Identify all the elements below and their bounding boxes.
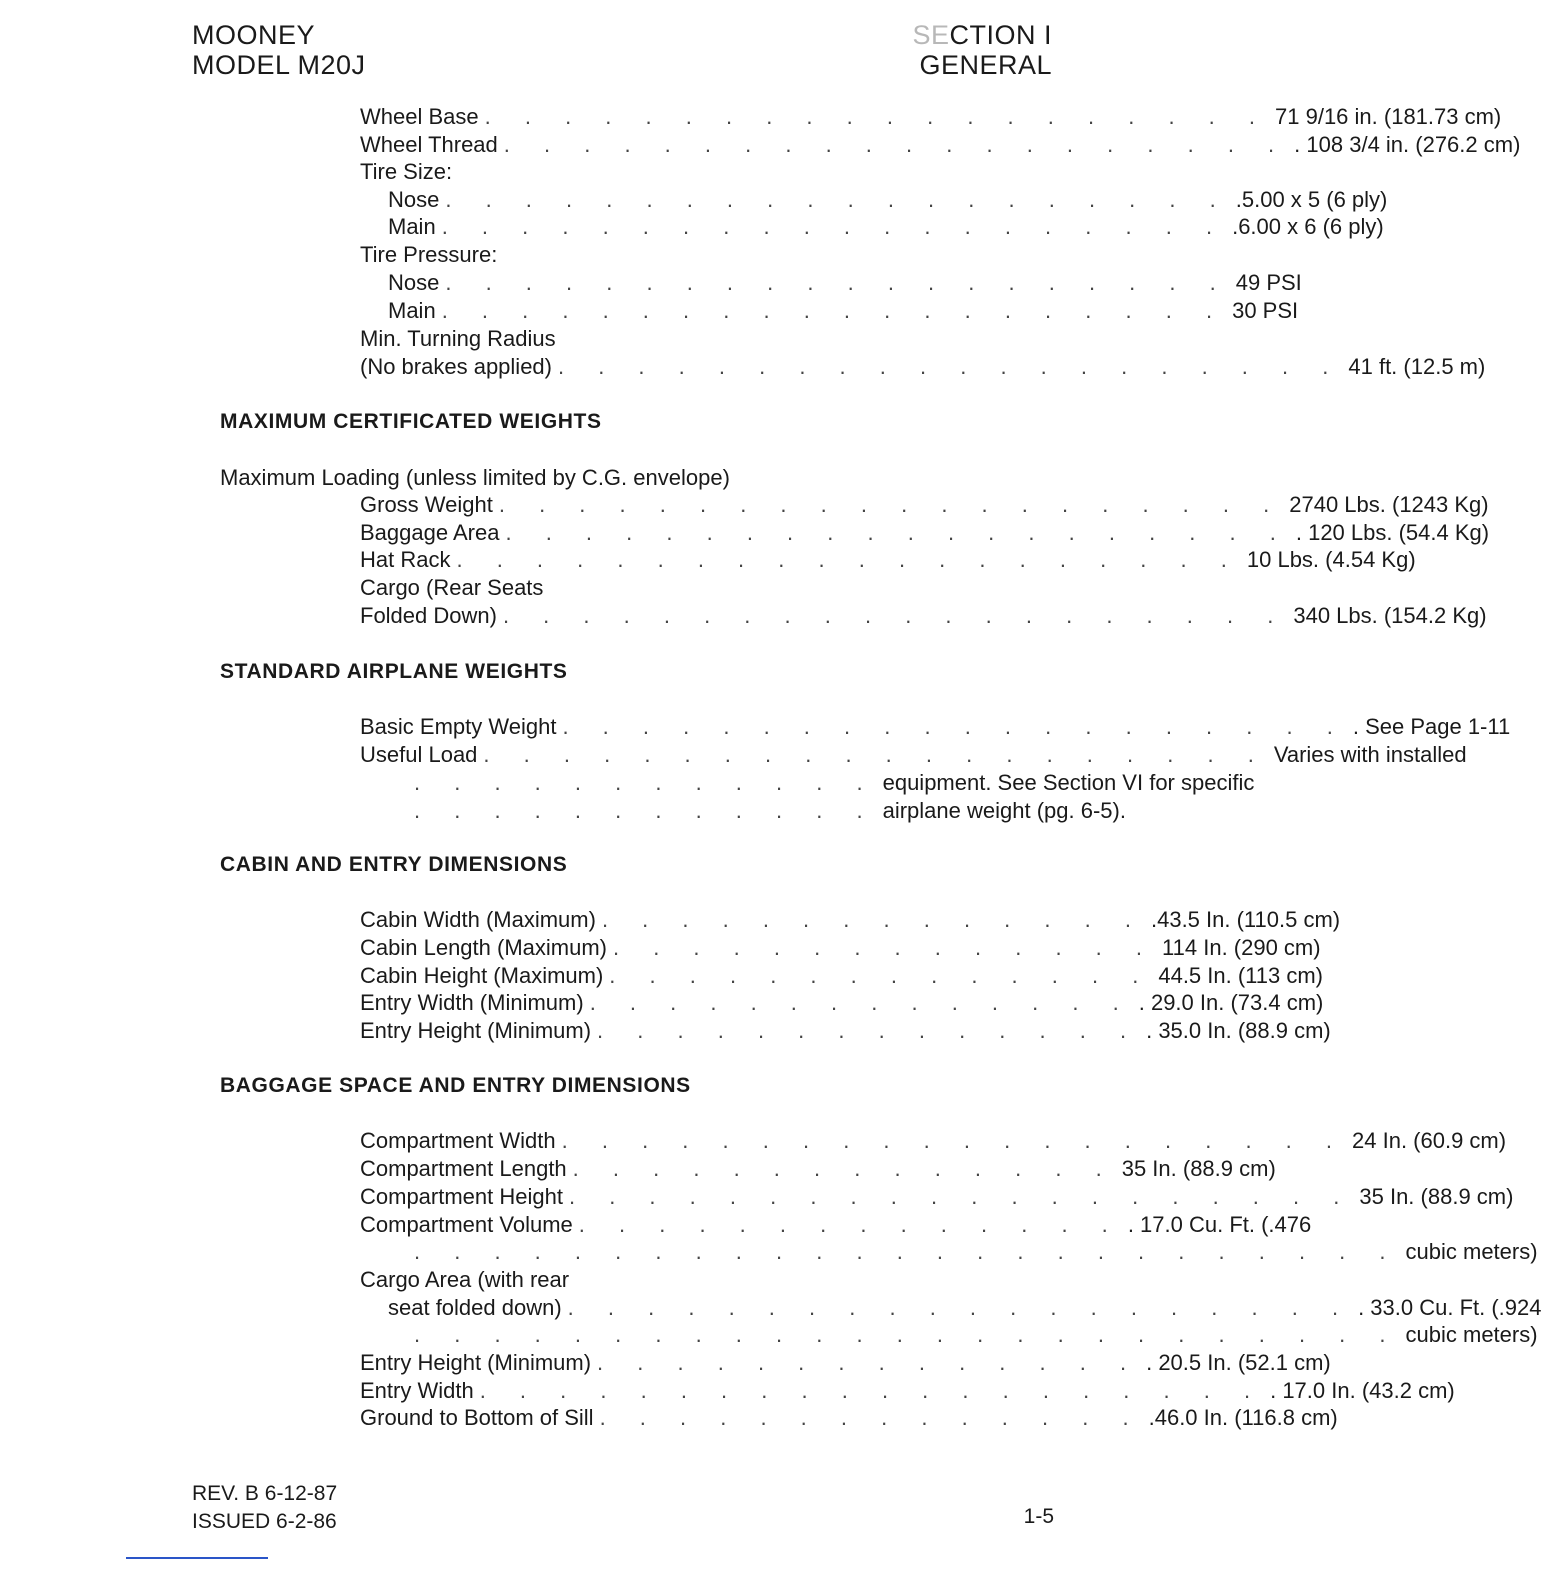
spec-row-compartment-height: Compartment Height . . . . . . . . . . . . . . . . . . . . 35 In. (88.9 cm) — [360, 1184, 1514, 1209]
leader-dots: . . . . . . . . . . . . — [414, 770, 877, 795]
leader-dots: . . . . . . . . . . . . . . . . . . . . — [456, 547, 1241, 572]
issued-date: ISSUED 6-2-86 — [192, 1510, 337, 1533]
spec-row-baggage-entry-width: Entry Width . . . . . . . . . . . . . . . . . . . . . 17.0 In. (43.2 cm) — [360, 1378, 1455, 1403]
spec-row-tire-pressure-main: Main . . . . . . . . . . . . . . . . . . . . 30 PSI — [388, 298, 1299, 323]
useful-load-continuation-2: . . . . . . . . . . . . airplane weight (pg. 6-5). — [408, 797, 892, 825]
leader-dots: . . . . . . . . . . . . . . . . . . . . — [484, 104, 1270, 129]
leader-dots: . . . . . . . . . . . . . . . . . . . . . . . . . — [414, 1322, 1400, 1347]
header-right — [912, 20, 1052, 80]
section-heading-cabin-dimensions: CABIN AND ENTRY DIMENSIONS — [220, 853, 568, 876]
spec-row-useful-load: Useful Load . . . . . . . . . . . . . . . . . . . . Varies with installed — [360, 742, 1467, 767]
spec-row-gross-weight: Gross Weight . . . . . . . . . . . . . . . . . . . . 2740 Lbs. (1243 Kg) — [360, 492, 1489, 517]
spec-row-entry-width: Entry Width (Minimum) . . . . . . . . . . . . . . . 29.0 In. (73.4 cm) — [360, 990, 1324, 1015]
leader-dots: . . . . . . . . . . . . . . . . . . . . — [557, 354, 1343, 379]
compartment-volume-continuation: . . . . . . . . . . . . . . . . . . . . . . . . . cubic meters) — [408, 1238, 1022, 1266]
leader-dots: . . . . . . . . . . . . . . . . . . . . — [441, 214, 1227, 239]
tire-size-label: Tire Size: — [360, 159, 453, 184]
spec-row-cabin-length: Cabin Length (Maximum) . . . . . . . . . . . . . . 114 In. (290 cm) — [360, 935, 1321, 960]
spec-row-ground-to-sill: Ground to Bottom of Sill . . . . . . . . . . . . . . .46.0 In. (116.8 cm) — [360, 1405, 1338, 1430]
spec-row-tire-size-nose: Nose . . . . . . . . . . . . . . . . . . . . .5.00 x 5 (6 ply) — [388, 187, 1388, 212]
leader-dots: . . . . . . . . . . . . . . . . . . . . — [445, 270, 1230, 295]
spec-row-wheel-thread: Wheel Thread . . . . . . . . . . . . . . . . . . . . . 108 3/4 in. (276.2 cm) — [360, 132, 1521, 157]
bottom-rule — [126, 1557, 268, 1559]
leader-dots: . . . . . . . . . . . . . . . . . . . . — [503, 132, 1289, 157]
revision-info — [192, 1480, 337, 1536]
section-number-faded: SE — [912, 20, 950, 50]
revision-date: REV. B 6-12-87 — [192, 1482, 338, 1505]
section-heading-baggage-dimensions: BAGGAGE SPACE AND ENTRY DIMENSIONS — [220, 1074, 691, 1097]
cargo-area-label: Cargo Area (with rear — [360, 1267, 570, 1292]
header-left — [192, 20, 366, 80]
leader-dots: . . . . . . . . . . . . . . — [597, 1018, 1141, 1043]
leader-dots: . . . . . . . . . . . . . . . . . . . . — [498, 492, 1284, 517]
section-number: SECTION I — [912, 20, 1052, 50]
leader-dots: . . . . . . . . . . . . . . . . . . . . — [567, 1295, 1353, 1320]
leader-dots: . . . . . . . . . . . . . . . . . . . . — [505, 520, 1290, 545]
leader-dots: . . . . . . . . . . . . . . . . . . . . — [561, 1128, 1347, 1153]
spec-row-wheel-base: Wheel Base . . . . . . . . . . . . . . . . . . . . 71 9/16 in. (181.73 cm) — [360, 104, 1502, 129]
leader-dots: . . . . . . . . . . . . . . — [597, 1350, 1141, 1375]
cargo-area-continuation: . . . . . . . . . . . . . . . . . . . . . . . . . cubic meters) — [408, 1321, 1022, 1349]
leader-dots: . . . . . . . . . . . . . . . . . . . . — [445, 187, 1230, 212]
section-heading-max-weights: MAXIMUM CERTIFICATED WEIGHTS — [220, 410, 602, 433]
model-name: MODEL M20J — [192, 50, 366, 80]
spec-row-compartment-width: Compartment Width . . . . . . . . . . . . . . . . . . . . 24 In. (60.9 cm) — [360, 1128, 1507, 1153]
leader-dots: . . . . . . . . . . . . . . . . . . . . . . . . . — [414, 1239, 1400, 1264]
page-number: 1-5 — [1023, 1505, 1054, 1528]
spec-row-compartment-length: Compartment Length . . . . . . . . . . . . . . 35 In. (88.9 cm) — [360, 1156, 1276, 1181]
leader-dots: . . . . . . . . . . . . . . — [578, 1212, 1122, 1237]
spec-row-baggage-area: Baggage Area . . . . . . . . . . . . . . . . . . . . . 120 Lbs. (54.4 Kg) — [360, 520, 1490, 545]
spec-row-basic-empty-weight: Basic Empty Weight . . . . . . . . . . . . . . . . . . . . . See Page 1-11 — [360, 714, 1511, 739]
leader-dots: . . . . . . . . . . . . . . . . . . . . — [479, 1378, 1265, 1403]
leader-dots: . . . . . . . . . . . . . . . . . . . . — [483, 742, 1268, 767]
manufacturer-name: MOONEY — [192, 20, 316, 50]
leader-dots: . . . . . . . . . . . . . . — [609, 963, 1153, 988]
useful-load-continuation-1: . . . . . . . . . . . . equipment. See Section VI for specific — [408, 769, 1034, 797]
spec-row-cargo-area: seat folded down) . . . . . . . . . . . . . . . . . . . . . 33.0 Cu. Ft. (.924 — [388, 1295, 1542, 1320]
spec-row-compartment-volume: Compartment Volume . . . . . . . . . . . . . . . 17.0 Cu. Ft. (.476 — [360, 1212, 1312, 1237]
spec-row-tire-size-main: Main . . . . . . . . . . . . . . . . . . . . .6.00 x 6 (6 ply) — [388, 214, 1384, 239]
leader-dots: . . . . . . . . . . . . . . . . . . . . — [502, 603, 1288, 628]
spec-row-turning-radius: (No brakes applied) . . . . . . . . . . . . . . . . . . . . 41 ft. (12.5 m) — [360, 354, 1486, 379]
leader-dots: . . . . . . . . . . . . . . — [572, 1156, 1116, 1181]
leader-dots: . . . . . . . . . . . . . . . . . . . . — [568, 1184, 1354, 1209]
turning-radius-label: Min. Turning Radius — [360, 326, 556, 351]
section-title: GENERAL — [919, 50, 1052, 80]
spec-row-cargo-weight: Folded Down) . . . . . . . . . . . . . . . . . . . . 340 Lbs. (154.2 Kg) — [360, 603, 1487, 628]
leader-dots: . . . . . . . . . . . . . . — [612, 935, 1157, 960]
leader-dots: . . . . . . . . . . . . . . — [589, 990, 1133, 1015]
section-heading-standard-weights: STANDARD AIRPLANE WEIGHTS — [220, 660, 568, 683]
leader-dots: . . . . . . . . . . . . . . — [599, 1405, 1143, 1430]
leader-dots: . . . . . . . . . . . . — [414, 798, 877, 823]
spec-row-cabin-width: Cabin Width (Maximum) . . . . . . . . . . . . . . .43.5 In. (110.5 cm) — [360, 907, 1341, 932]
spec-row-hat-rack: Hat Rack . . . . . . . . . . . . . . . . . . . . 10 Lbs. (4.54 Kg) — [360, 547, 1416, 572]
spec-row-entry-height: Entry Height (Minimum) . . . . . . . . . . . . . . . 35.0 In. (88.9 cm) — [360, 1018, 1331, 1043]
leader-dots: . . . . . . . . . . . . . . — [601, 907, 1145, 932]
leader-dots: . . . . . . . . . . . . . . . . . . . . — [441, 298, 1227, 323]
cargo-label: Cargo (Rear Seats — [360, 575, 544, 600]
spec-row-cabin-height: Cabin Height (Maximum) . . . . . . . . . . . . . . 44.5 In. (113 cm) — [360, 963, 1324, 988]
spec-row-baggage-entry-height: Entry Height (Minimum) . . . . . . . . . . . . . . . 20.5 In. (52.1 cm) — [360, 1350, 1331, 1375]
tire-pressure-label: Tire Pressure: — [360, 242, 498, 267]
max-loading-intro: Maximum Loading (unless limited by C.G. envelope) — [220, 465, 730, 490]
spec-row-tire-pressure-nose: Nose . . . . . . . . . . . . . . . . . . . . 49 PSI — [388, 270, 1302, 295]
leader-dots: . . . . . . . . . . . . . . . . . . . . — [562, 714, 1347, 739]
